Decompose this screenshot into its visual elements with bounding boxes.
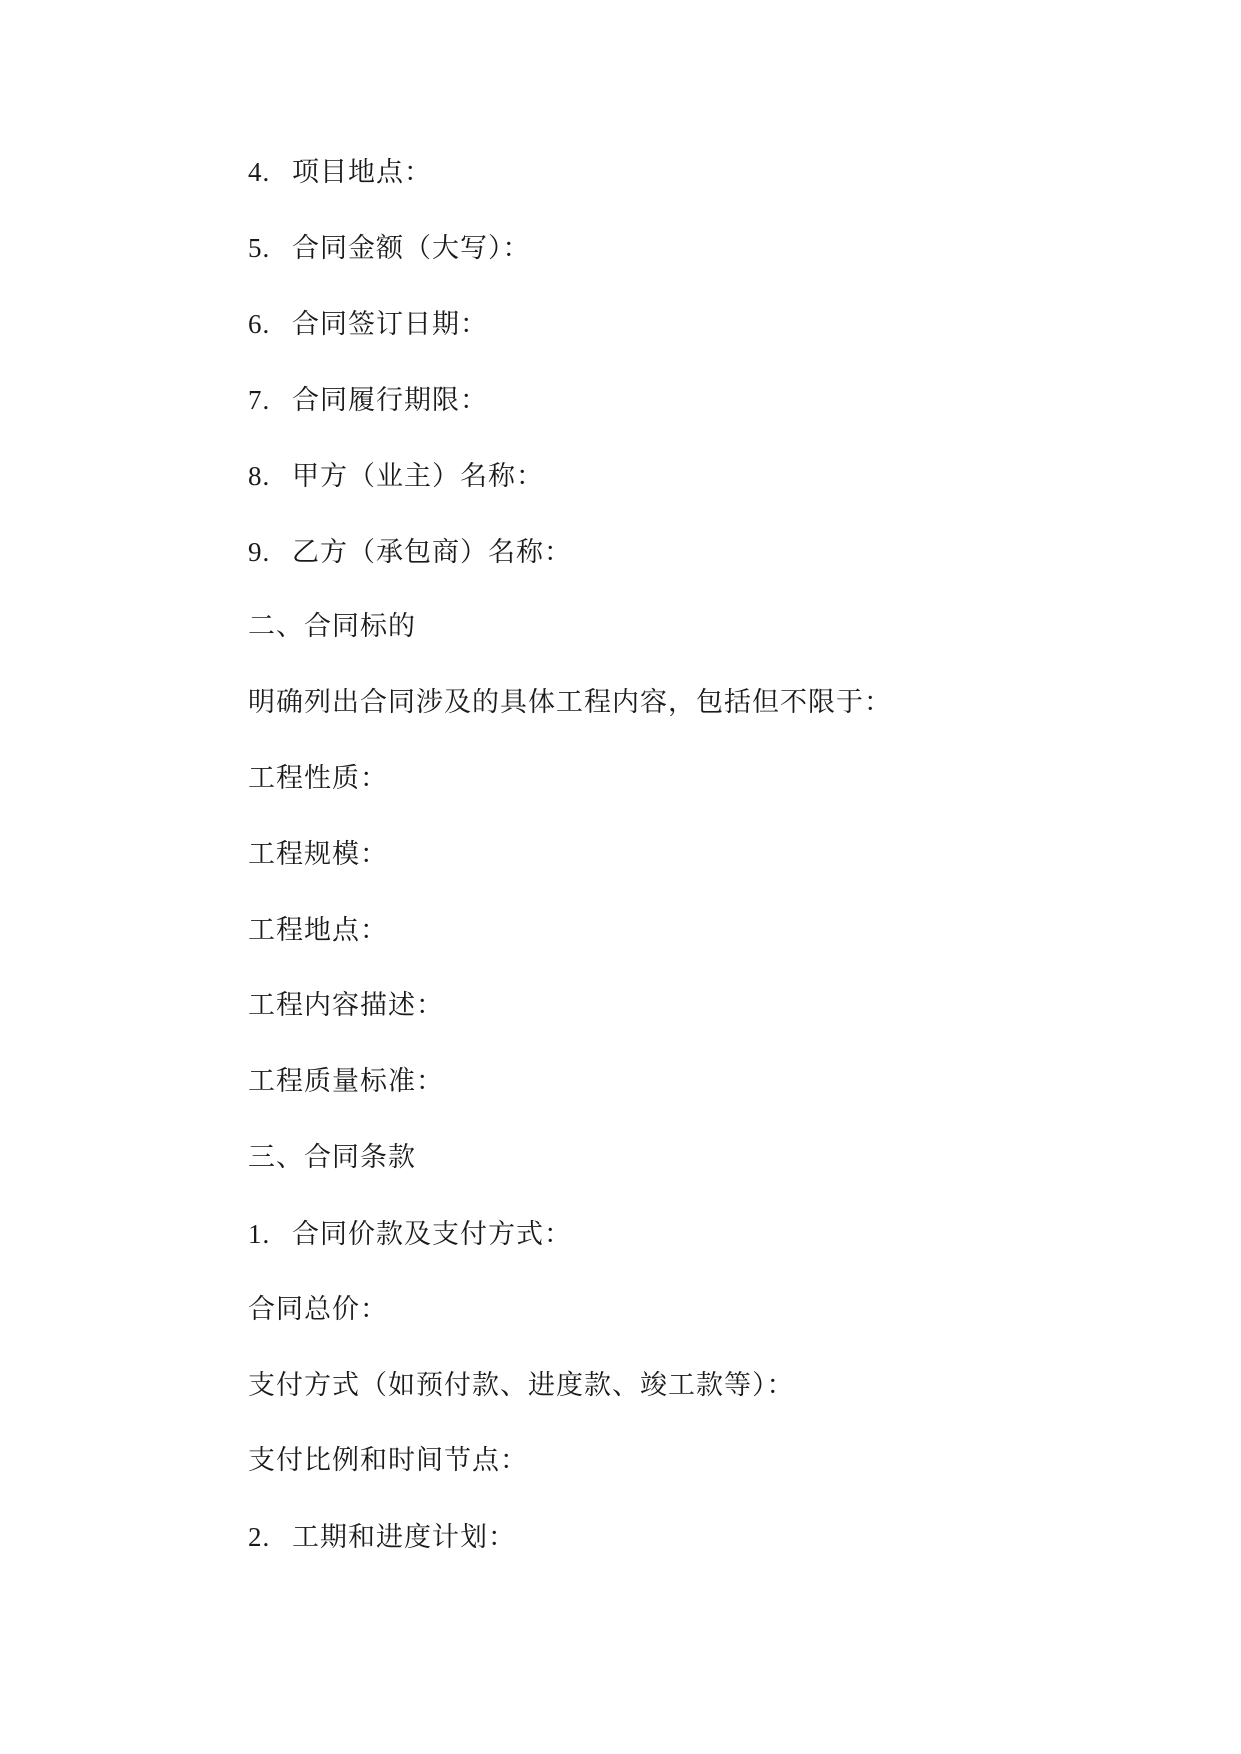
field-text: 工程规模：: [248, 839, 388, 870]
item-contract-amount: [248, 228, 531, 268]
paragraph-subject-intro: [248, 683, 892, 723]
item-text: 项目地点：: [292, 157, 432, 188]
field-text: 工程质量标准：: [248, 1066, 444, 1097]
field-text: 支付方式（如预付款、进度款、竣工款等）：: [248, 1370, 795, 1401]
item-project-location: [248, 152, 432, 192]
field-project-nature: [248, 759, 388, 799]
item-number: 4.: [248, 157, 271, 187]
field-text: 工程性质：: [248, 763, 388, 794]
field-project-site: [248, 911, 388, 951]
item-number: 2.: [248, 1522, 271, 1552]
field-text: 支付比例和时间节点：: [248, 1445, 528, 1476]
heading-text: 三、合同条款: [248, 1142, 416, 1173]
item-text: 合同签订日期：: [292, 309, 488, 340]
item-sign-date: [248, 304, 488, 344]
item-number: 7.: [248, 385, 271, 415]
item-text: 乙方（承包商）名称：: [292, 537, 572, 568]
item-text: 甲方（业主）名称：: [292, 461, 544, 492]
item-number: 1.: [248, 1219, 271, 1249]
item-number: 8.: [248, 461, 271, 491]
item-text: 合同履行期限：: [292, 385, 488, 416]
field-project-scale: [248, 835, 388, 875]
section-heading-terms: [248, 1138, 416, 1178]
field-text: 工程内容描述：: [248, 990, 444, 1021]
item-schedule: [248, 1517, 516, 1557]
item-party-a: [248, 456, 544, 496]
field-quality-standard: [248, 1062, 444, 1102]
field-project-description: [248, 986, 444, 1026]
item-performance-term: [248, 380, 488, 420]
section-heading-subject: [248, 607, 416, 647]
field-total-price: [248, 1290, 388, 1330]
item-text: 合同金额（大写）：: [292, 233, 531, 264]
item-party-b: [248, 532, 572, 572]
item-text: 合同价款及支付方式：: [292, 1219, 572, 1250]
field-payment-method: [248, 1366, 795, 1406]
heading-text: 二、合同标的: [248, 611, 416, 642]
item-number: 9.: [248, 537, 271, 567]
item-text: 工期和进度计划：: [292, 1522, 516, 1553]
field-payment-ratio: [248, 1441, 528, 1481]
item-price-payment: [248, 1214, 572, 1254]
paragraph-text: 明确列出合同涉及的具体工程内容，包括但不限于：: [248, 687, 892, 718]
field-text: 合同总价：: [248, 1294, 388, 1325]
item-number: 6.: [248, 309, 271, 339]
field-text: 工程地点：: [248, 915, 388, 946]
item-number: 5.: [248, 233, 271, 263]
